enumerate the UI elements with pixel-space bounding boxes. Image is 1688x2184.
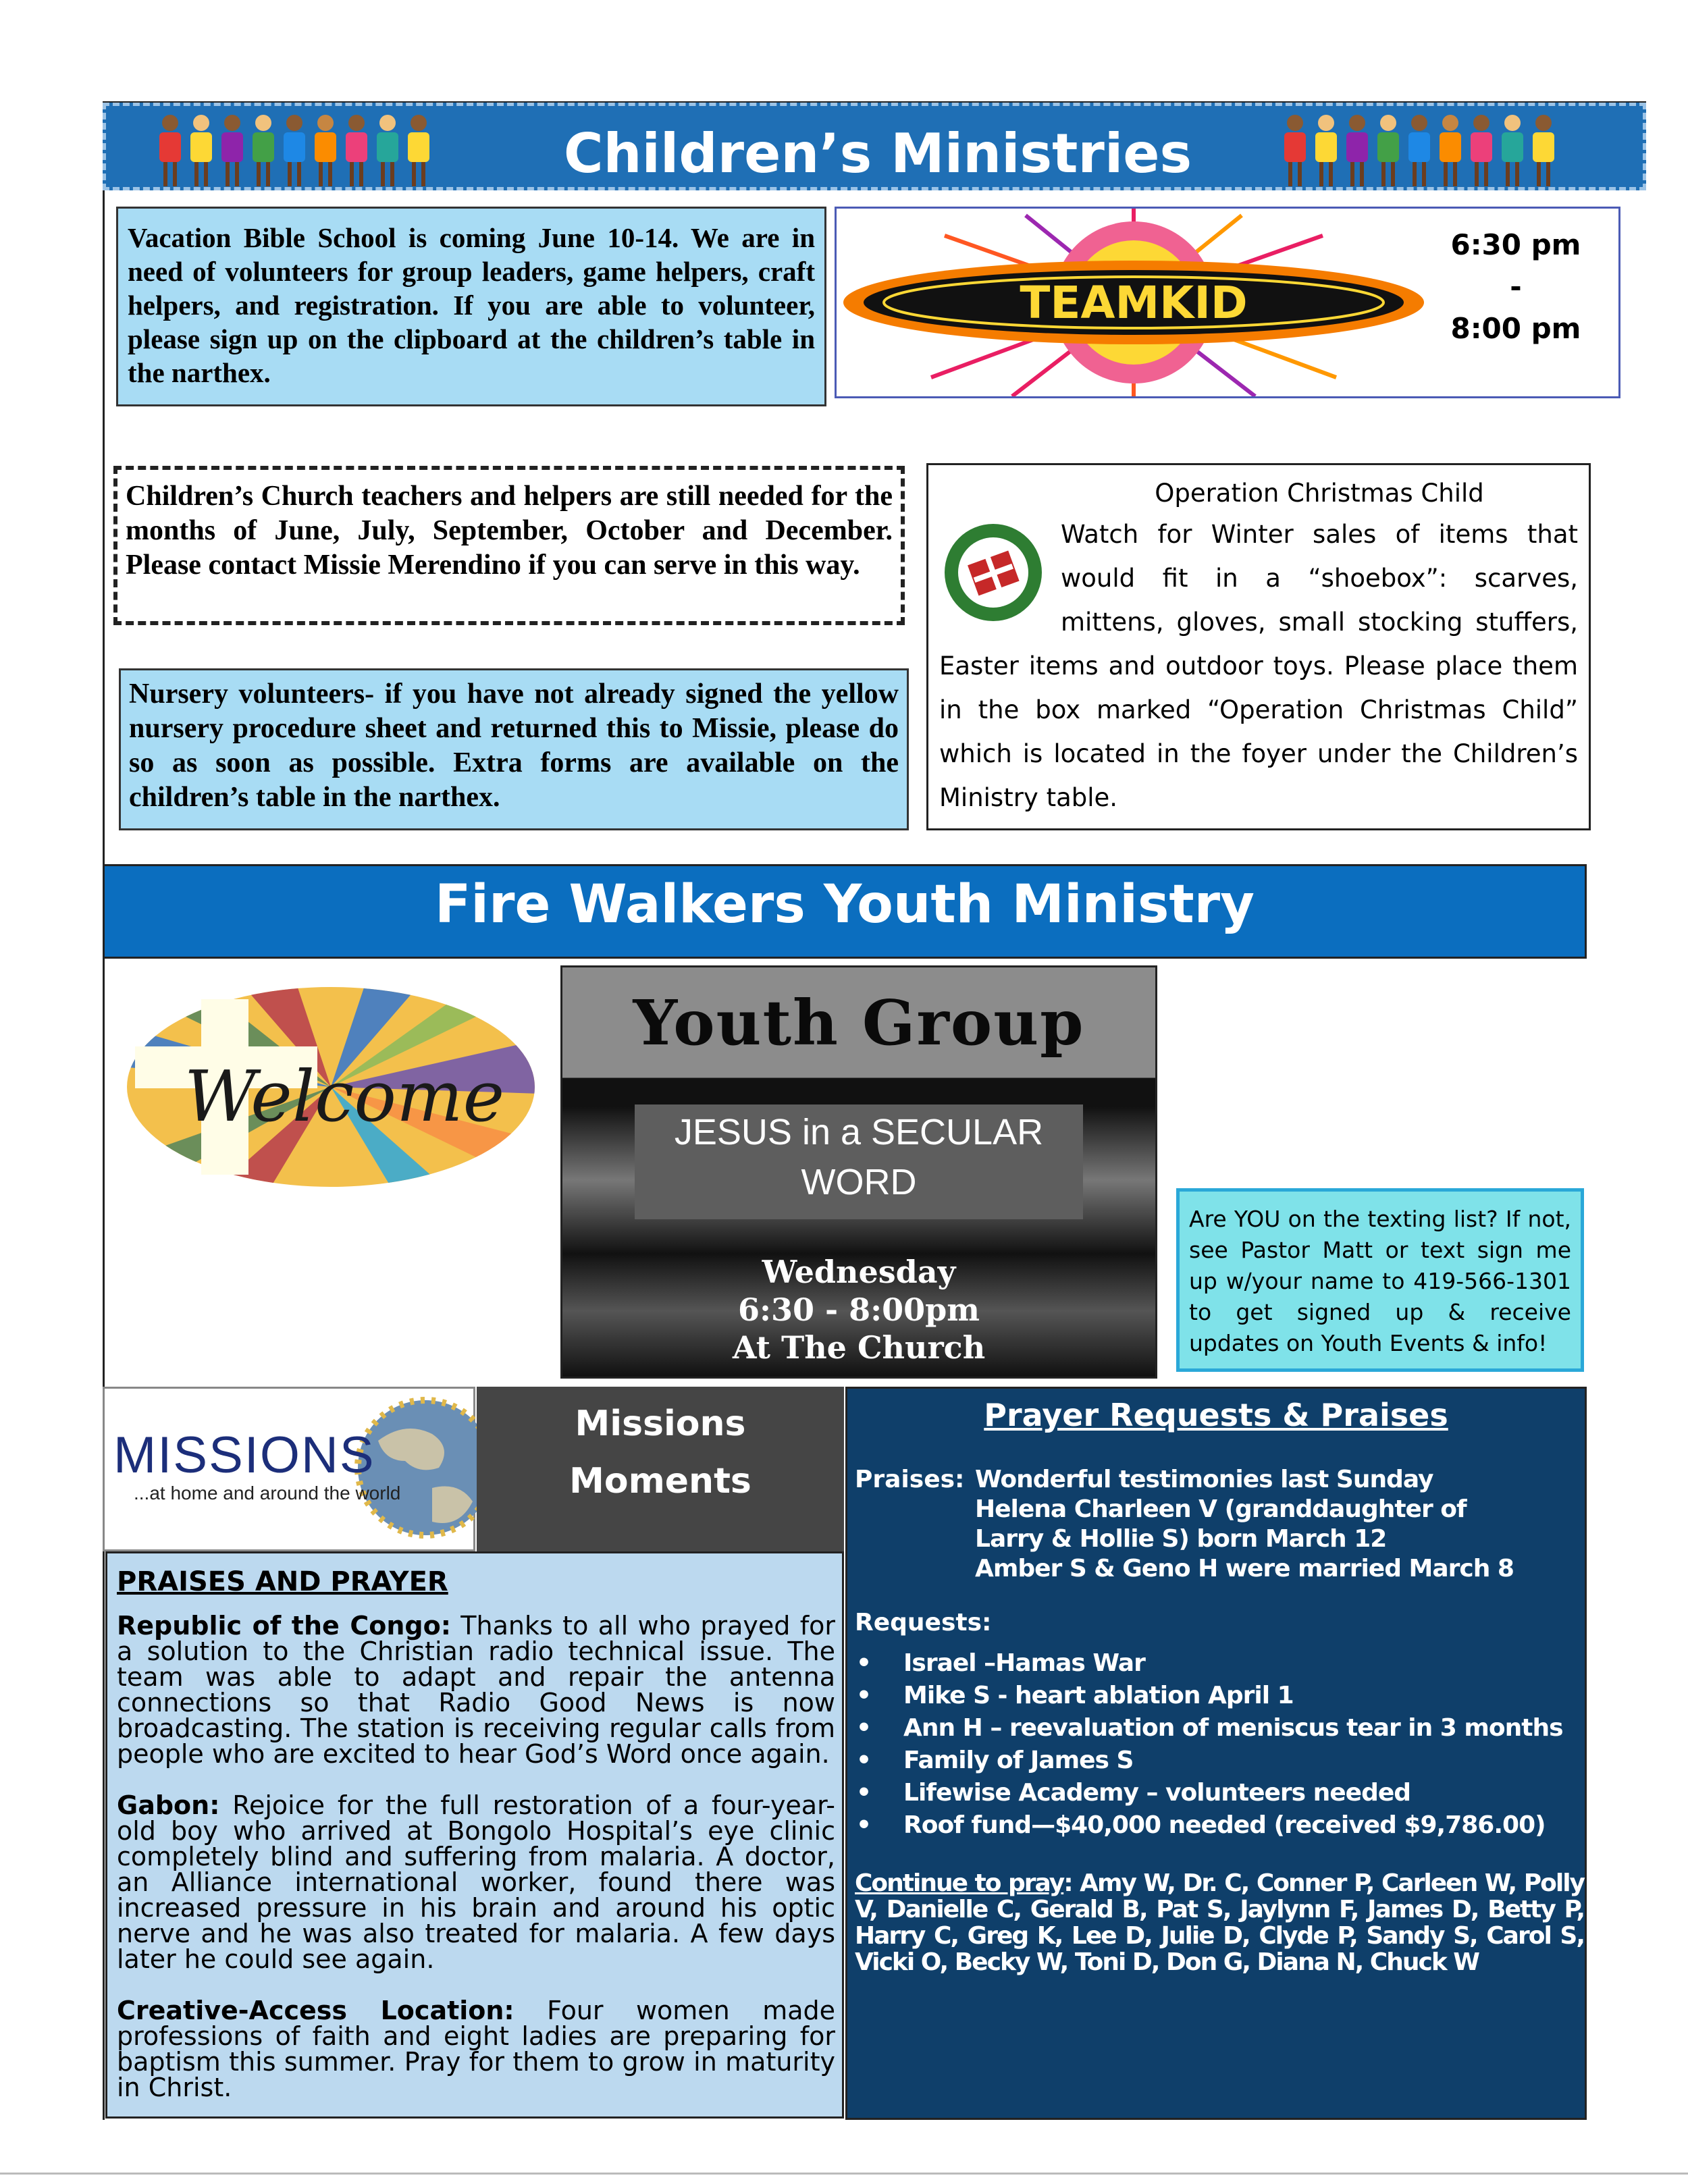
bullet: • (856, 1747, 872, 1774)
request-text: Mike S - heart ablation April 1 (903, 1682, 1294, 1709)
bullet: • (856, 1714, 872, 1742)
bullet: • (856, 1811, 872, 1839)
teamkid-logo-text: TEAMKID (1020, 277, 1248, 329)
requests-label: Requests: (855, 1609, 992, 1636)
youth-group-theme (635, 1107, 1083, 1207)
bullet: • (856, 1779, 872, 1807)
praises-list (975, 1465, 1583, 1584)
bullet: • (856, 1649, 872, 1677)
request-text: Family of James S (903, 1747, 1134, 1774)
missions-logo-tagline: ...at home and around the world (134, 1483, 401, 1503)
vbs-announcement: Vacation Bible School is coming June 10-14. We are in need of volunteers for group leaders, game helpers, craft helpers, and registration. If you are able to volunteer, please sign up on the clipboard at the children’s table in the narthex. (116, 207, 826, 406)
mission-item-text: Rejoice for the full restoration of a four-year-old boy who arrived at Bongolo Hospital’s eye clinic completely blind and suffering from malaria. A doctor, an Alliance international worker, found there was increased pressure in his brain and around his optic nerve and he was also treated for malaria. A few days later he could see again. (117, 1790, 835, 1974)
nursery-notice: Nursery volunteers- if you have not already signed the yellow nursery procedure sheet and returned this to Missie, please do so as soon as possible. Extra forms are available on the children’s table in the narthex. (119, 668, 909, 830)
mission-item (117, 1613, 835, 1767)
praise-line: Wonderful testimonies last Sunday (975, 1466, 1433, 1493)
operation-christmas-child-box (926, 463, 1591, 830)
youth-group-place: At The Church (732, 1329, 986, 1366)
mission-item-text: Four women made professions of faith and eight ladies are preparing for baptism this summer. Pray for them to grow in maturity in Christ. (117, 1996, 836, 2102)
welcome-text: Welcome (184, 1055, 505, 1138)
missions-moments-title-line-1: Missions (575, 1404, 746, 1444)
request-item (856, 1744, 1579, 1777)
youth-group-theme-line-2: WORD (801, 1162, 917, 1202)
youth-group-time: 6:30 - 8:00pm (738, 1291, 980, 1328)
teamkid-time-separator: - (1510, 270, 1522, 303)
occ-body: Watch for Winter sales of items that would fit in a “shoebox”: scarves, mittens, gloves, small stocking stuffers, Easter items and outdoor toys. Please place them in the box marked “Operation Christmas Child” which is located in the foyer under the Children’s Ministry table. (939, 520, 1578, 812)
bullet: • (856, 1682, 872, 1709)
request-text: Ann H – reevaluation of meniscus tear in 3 months (903, 1714, 1563, 1742)
request-text: Israel –Hamas War (903, 1649, 1145, 1677)
teamkid-time-start: 6:30 pm (1450, 228, 1581, 261)
missions-moments-title-line-2: Moments (569, 1461, 751, 1501)
occ-title: Operation Christmas Child (1155, 479, 1484, 508)
children-holding-hands-graphic-right (1282, 112, 1557, 188)
mission-item (117, 1792, 835, 1972)
request-item (856, 1712, 1579, 1744)
children-holding-hands-graphic-left (157, 112, 432, 188)
missions-logo-word: MISSIONS (113, 1427, 375, 1484)
continue-to-pray-label: Continue to pray (855, 1869, 1064, 1897)
prayer-requests-title: Prayer Requests & Praises (984, 1397, 1448, 1433)
requests-list (856, 1647, 1579, 1842)
praise-line: Larry & Hollie S) born March 12 (975, 1525, 1387, 1553)
teamkid-logo (837, 209, 1431, 396)
praise-line: Helena Charleen V (granddaughter of (975, 1495, 1467, 1523)
childrens-ministries-title: Children’s Ministries (563, 122, 1192, 185)
request-item (856, 1647, 1579, 1680)
teamkid-time (1425, 224, 1607, 350)
mission-item-place: Gabon: (117, 1790, 220, 1820)
continue-to-pray (855, 1870, 1584, 1975)
praises-and-prayer-panel (105, 1551, 844, 2119)
request-item (856, 1809, 1579, 1842)
praises-and-prayer-heading: PRAISES AND PRAYER (117, 1566, 448, 1597)
praises-label: Praises: (855, 1466, 965, 1493)
childrens-church-notice: Children’s Church teachers and helpers are still needed for the months of June, July, September, October and December. Please contact Missie Merendino if you can serve in this way. (113, 466, 905, 625)
request-text: Roof fund—$40,000 needed (received $9,786.00) (903, 1811, 1546, 1839)
youth-group-schedule (560, 1253, 1157, 1366)
youth-group-day: Wednesday (762, 1254, 956, 1290)
mission-item-text: Thanks to all who prayed for a solution to the Christian radio technical issue. The team was able to adapt and repair the antenna connections so that Radio Good News is now broadcasting. The station is receiving regular calls from people who are excited to hear God’s Word once again. (117, 1611, 835, 1769)
youth-group-theme-line-1: JESUS in a SECULAR (674, 1112, 1044, 1152)
request-item (856, 1680, 1579, 1712)
request-text: Lifewise Academy – volunteers needed (903, 1779, 1411, 1807)
continue-to-pray-names: : Amy W, Dr. C, Conner P, Carleen W, Polly V, Danielle C, Gerald B, Pat S, Jaylynn F, James D, Betty P, Harry C, Greg K, Lee D, Julie D, Clyde P, Sandy S, Carol S, Vicki O, Becky W, Toni D, Don G, Diana N, Chuck W (855, 1869, 1585, 1976)
welcome-cross-graphic (122, 986, 540, 1188)
youth-ministry-title: Fire Walkers Youth Ministry (435, 874, 1255, 935)
youth-group-title: Youth Group (633, 986, 1085, 1059)
mission-item (117, 1998, 835, 2100)
texting-list-notice: Are YOU on the texting list? If not, see Pastor Matt or text sign me up w/your name to 419-566-1301 to get signed up & receive updates on Youth Events & info! (1176, 1188, 1584, 1372)
teamkid-time-end: 8:00 pm (1450, 312, 1581, 345)
samaritans-purse-logo-icon (939, 515, 1047, 630)
request-item (856, 1777, 1579, 1809)
page-bottom-rule (0, 2173, 1688, 2175)
praise-line: Amber S & Geno H were married March 8 (975, 1555, 1514, 1582)
mission-item-place: Republic of the Congo: (117, 1611, 451, 1641)
mission-item-place: Creative-Access Location: (117, 1996, 515, 2025)
